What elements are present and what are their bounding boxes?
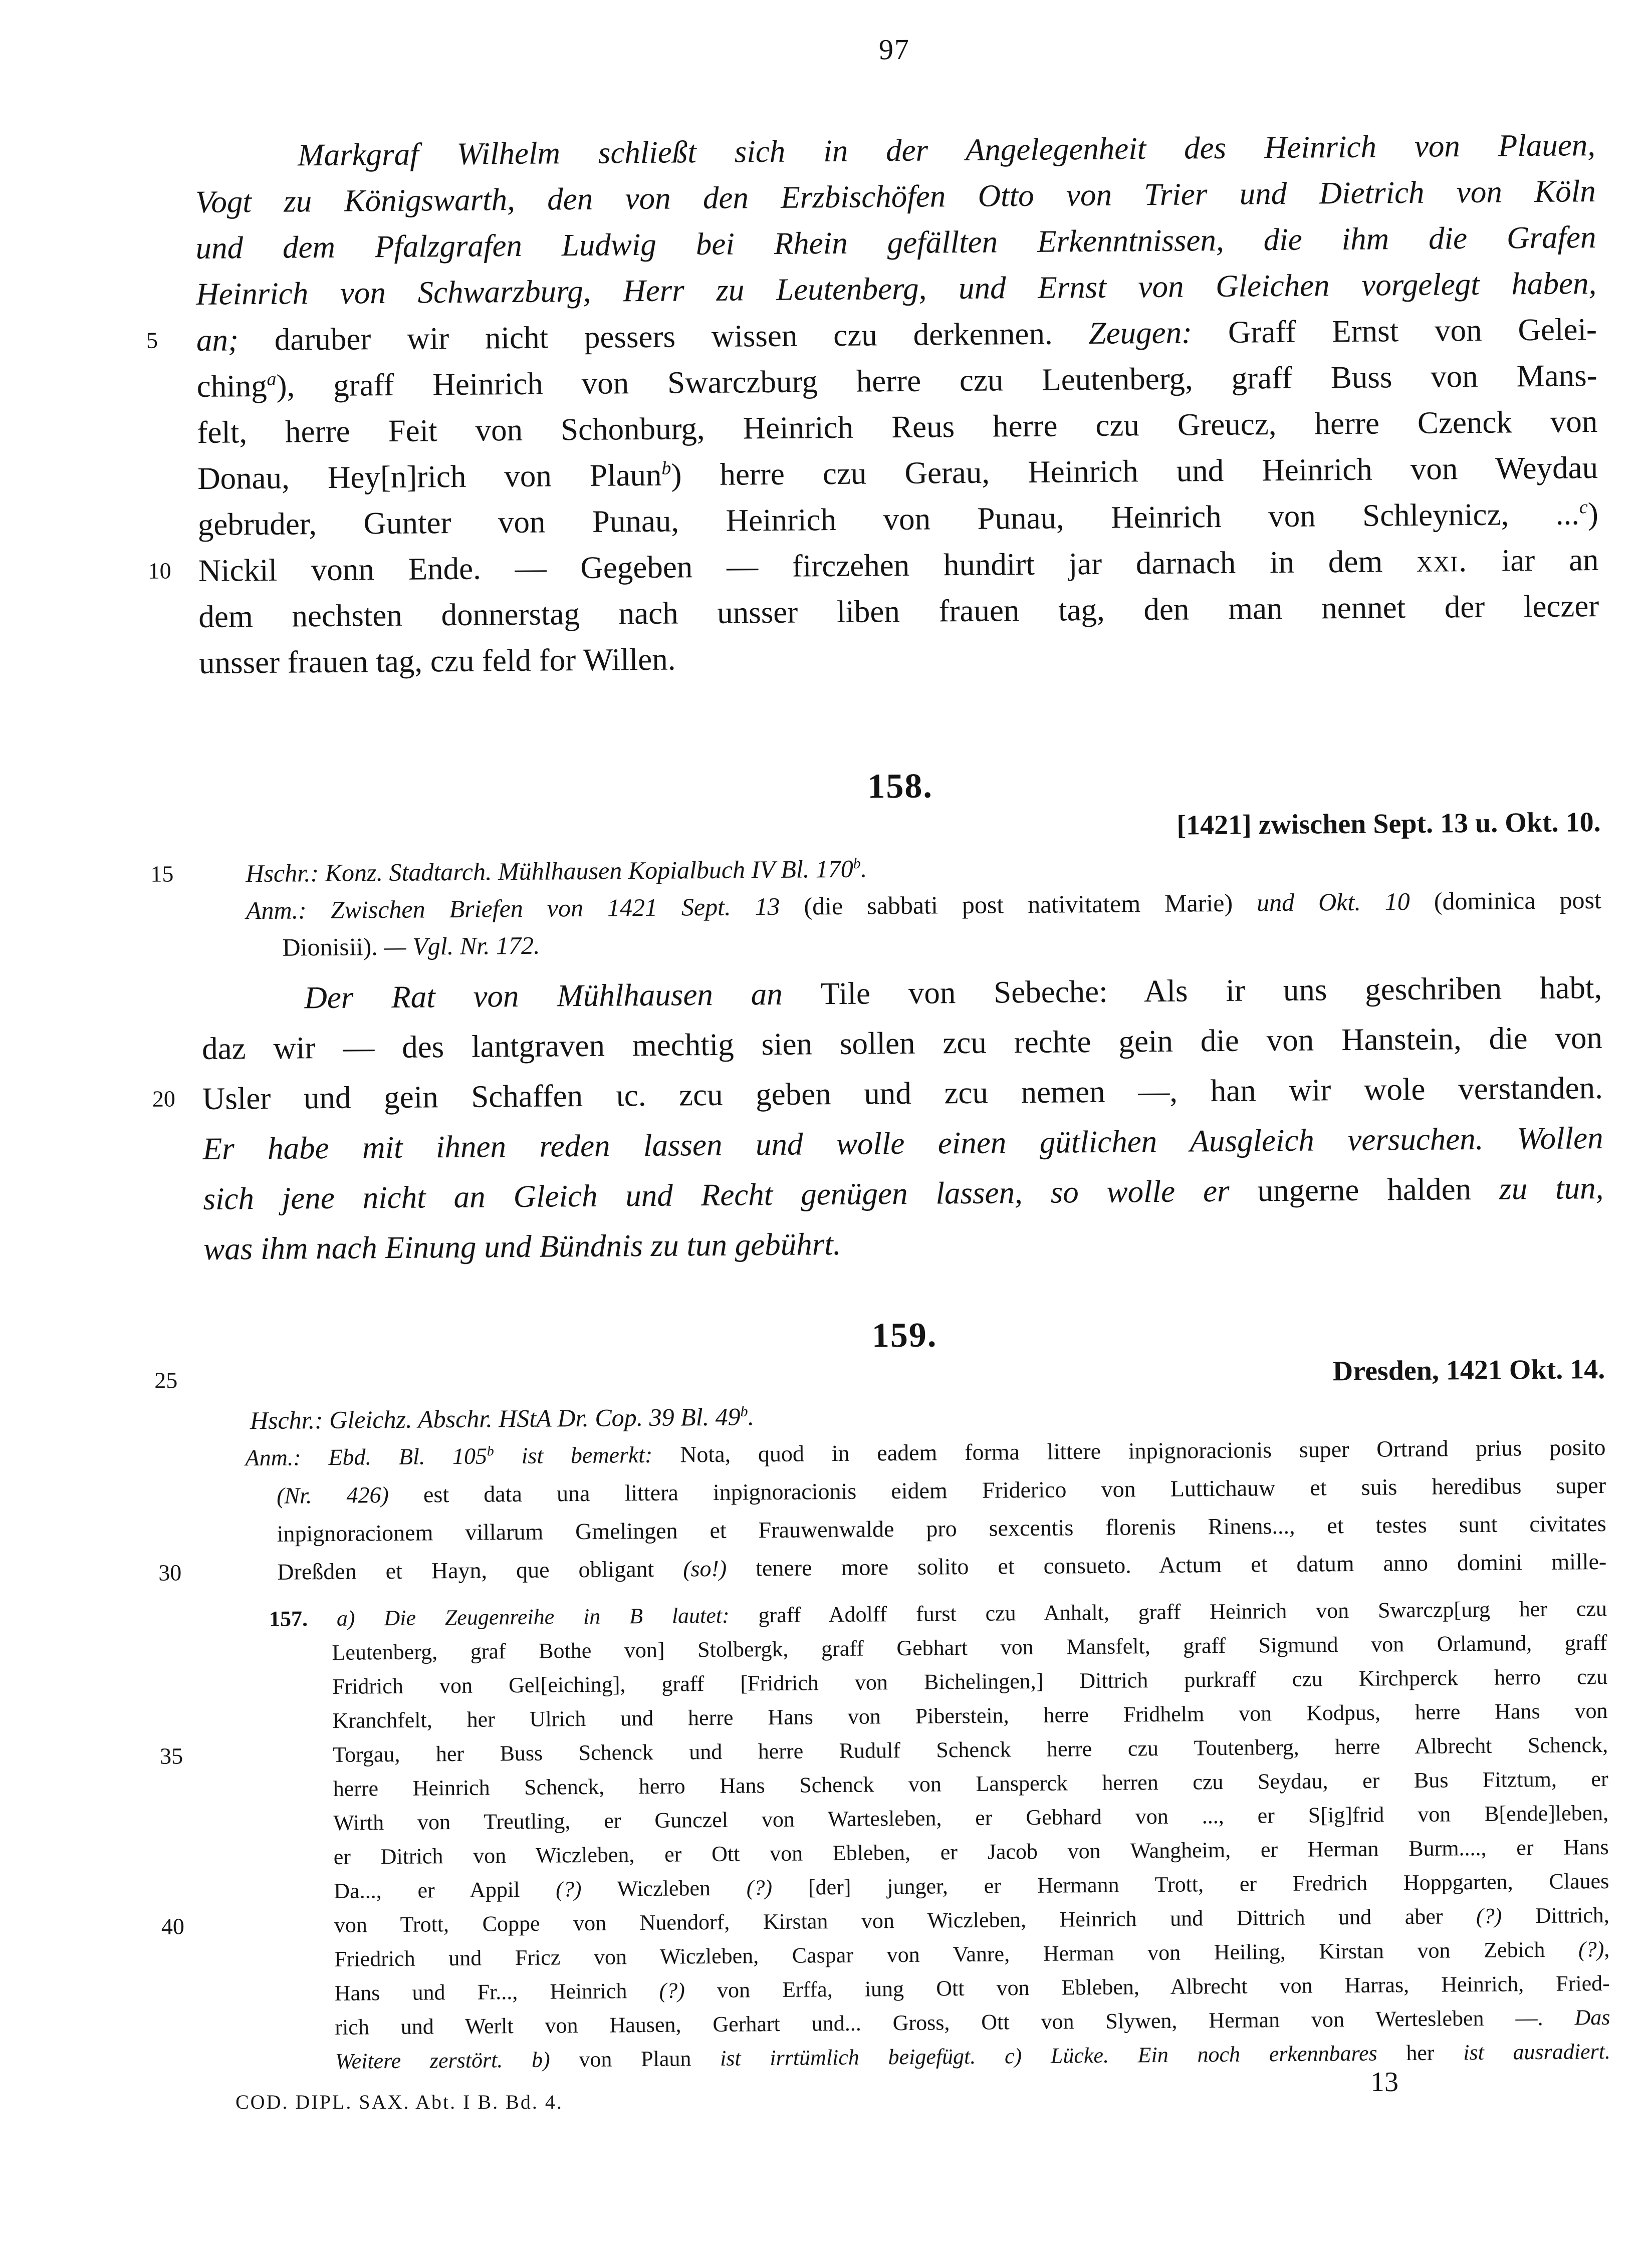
item159-note (158, 1428, 1607, 1591)
text-run: [der] junger, er Hermann Trott, er Fredrich Hoppgarten, Claues (772, 1868, 1609, 1900)
text-run: ungerne halden (1257, 1171, 1472, 1208)
text-run: Weitere zerstört. b) (335, 2047, 579, 2074)
text-run: b (487, 1443, 494, 1459)
text-line (203, 1213, 1604, 1274)
text-run: unsser frauen tag, czu feld for Willen. (198, 641, 676, 680)
text-run: Usler und gein Schaffen ɩc. zcu geben und zcu nemen —, han wir wole verstanden. (202, 1070, 1603, 1116)
item157-text (146, 306, 1600, 686)
text-run: ching (196, 368, 267, 404)
text-run: tenere more solito et consueto. Actum et datum anno domini mille- (726, 1548, 1607, 1581)
text-run: (?) (1476, 1903, 1502, 1929)
page-content (146, 27, 1611, 2080)
text-run: [1421] zwischen Sept. 13 u. Okt. 10. (1177, 807, 1601, 841)
text-run: ist ausradiert. (1434, 2039, 1611, 2065)
text-run: Dresden, 1421 Okt. 14. (1332, 1353, 1605, 1387)
text-run: (?) (1578, 1937, 1604, 1962)
text-run: a) Die Zeugenreihe in B lautet: (336, 1603, 730, 1631)
text-run: von Erffa, iung Ott von Ebleben, Albrecht von Harras, Heinrich, Fried- (684, 1970, 1610, 2003)
text-run: Friedrich und Fricz von Wiczleben, Caspar von Vanre, Herman von Heiling, Kirstan von Zebich (334, 1937, 1579, 1971)
text-run: er Ditrich von Wiczleben, er Ott von Ebleben, er Jacob von Wangheim, er Herman Burm...., er Hans (333, 1834, 1609, 1869)
text-run: Torgau, her Buss Schenck und herre Rudulf Schenck herre czu Toutenberg, herre Albrecht Schenck, (332, 1732, 1608, 1767)
text-run: c (1579, 496, 1588, 518)
text-run: Dreßden et Hayn, que obligant (277, 1556, 683, 1585)
text-run: . (748, 1402, 755, 1431)
text-run: Wirth von Treutling, er Gunczel von Wartesleben, er Gebhard von ..., er S[ig]frid von B[ende]leben, (333, 1800, 1609, 1835)
text-run: daz wir — des lantgraven mechtig sien sollen zcu rechte gein die von Hanstein, die von (201, 1020, 1603, 1066)
text-run: Hans und Fr..., Heinrich (334, 1978, 659, 2005)
text-run: b (853, 855, 861, 872)
text-run: inpignoracionem villarum Gmelingen et Frauwenwalde pro sexcentis florenis Rinens..., et testes sunt civitates (277, 1510, 1606, 1547)
text-run: Anm.: Zwischen Briefen von 1421 Sept. 13 (246, 892, 804, 925)
text-run: Leutenberg, graf Bothe von] Stolbergk, graff Gebhart von Mansfelt, graff Sigmund von Orlamund, graff (332, 1630, 1607, 1665)
text-run: Er habe mit ihnen reden lassen und wolle einen gütlichen Ausgleich versuchen. Wollen (202, 1120, 1603, 1166)
text-run: Tile von Sebeche: Als ir uns geschriben habt, (820, 970, 1602, 1012)
text-run: Anm.: Ebd. Bl. 105 (245, 1443, 488, 1471)
text-run: dem nechsten donnerstag nach unsser liben frauen tag, den man nennet der leczer (198, 588, 1599, 634)
item158-source (150, 844, 1602, 966)
text-run: felt, herre Feit von Schonburg, Heinrich Reus herre czu Greucz, herre Czenck von (197, 404, 1598, 450)
text-run: Kranchfelt, her Ulrich und herre Hans von Piberstein, herre Fridhelm von Kodpus, herre Hans von (332, 1698, 1608, 1733)
text-run: (so!) (683, 1555, 727, 1582)
item157-summary (195, 122, 1597, 317)
text-run: und Okt. 10 (1256, 887, 1435, 917)
text-run: daruber wir nicht pessers wissen czu derkennen. (238, 316, 1089, 358)
text-run: Dittrich, (1502, 1902, 1609, 1928)
text-run: Nota, quod in eadem forma littere inpignoracionis super Ortrand prius posito (679, 1434, 1606, 1467)
text-run: (?) (659, 1978, 685, 2003)
text-run: xxi. (1416, 543, 1468, 579)
margin-line-number: 15 (150, 861, 174, 887)
text-run: , (1604, 1936, 1610, 1962)
text-run: herre Heinrich Schenck, herro Hans Schenck von Lansperck herren czu Seydau, er Bus Fitztum, er (333, 1766, 1608, 1801)
text-run: Der Rat von Mühlhausen an (304, 976, 821, 1016)
text-run: Heinrich von Schwarzburg, Herr zu Leutenberg, und Ernst von Gleichen vorgelegt haben, (195, 266, 1597, 312)
text-run: a (267, 368, 277, 390)
page-number: 97 (878, 33, 910, 66)
text-run: zu tun, (1471, 1170, 1604, 1207)
text-run: Vogt zu Königswarth, den von den Erzbischöfen Otto von Trier und Dietrich von Köln (195, 173, 1596, 220)
text-run: Dionisii). (282, 932, 384, 961)
text-run: ist irrtümlich beigefügt. c) Lücke. Ein noch erkennbares (691, 2041, 1406, 2071)
text-run: Graff Ernst von Gelei- (1192, 312, 1597, 350)
text-run: (die sabbati post nativitatem Marie) (804, 888, 1257, 920)
text-run: an; (196, 322, 239, 358)
text-run: her (1406, 2040, 1435, 2066)
text-run: 158. (867, 767, 933, 806)
sheet-signature-number: 13 (1370, 2067, 1398, 2098)
text-run: gebruder, Gunter von Punau, Heinrich von Punau, Heinrich von Schleynicz, ... (197, 496, 1580, 542)
text-run: ) (1587, 496, 1599, 532)
text-run: rich und Werlt von Hausen, Gerhart und... Gross, Ott von Slywen, Herman von Wertesleben —. (335, 2005, 1575, 2040)
text-run: von Trott, Coppe von Nuendorf, Kirstan von Wiczleben, Heinrich und Dittrich und aber (334, 1904, 1477, 1937)
margin-line-number: 25 (154, 1367, 178, 1393)
margin-line-number: 40 (161, 1913, 185, 1939)
text-run: 157. (269, 1606, 308, 1631)
text-run: Fridrich von Gel[eiching], graff [Fridrich von Bichelingen,] Dittrich purkraff czu Kirchperck herro czu (332, 1664, 1608, 1699)
text-run: iar an (1467, 542, 1599, 579)
text-run: Hschr.: Gleichz. Abschr. HStA Dr. Cop. 39 Bl. 49 (250, 1402, 741, 1435)
margin-line-number: 10 (148, 558, 171, 584)
text-run: ), graff Heinrich von Swarczburg herre czu Leutenberg, graff Buss von Mans- (276, 358, 1597, 403)
text-run: Hschr.: Konz. Stadtarch. Mühlhausen Kopialbuch IV Bl. 170 (246, 854, 853, 888)
text-blocks (146, 122, 1611, 2080)
margin-line-number: 20 (152, 1086, 176, 1112)
text-run: Da..., er Appil (334, 1877, 556, 1903)
text-run: est data una littera inpignoracionis eidem Friderico von Luttichauw et suis heredibus super (388, 1472, 1606, 1508)
text-run: (?) (746, 1875, 773, 1900)
text-run (308, 1606, 337, 1631)
text-run: Markgraf Wilhelm schließt sich in der Angelegenheit des Heinrich von Plauen, (297, 127, 1596, 173)
text-run: Wiczleben (581, 1875, 747, 1902)
text-run: Donau, Hey[n]rich von Plaun (197, 457, 662, 496)
text-line (200, 760, 1601, 813)
text-run: Zeugen: (1088, 315, 1193, 351)
text-run: b (661, 457, 671, 479)
volume-footer: COD. DIPL. SAX. Abt. I B. Bd. 4. (236, 2091, 563, 2113)
text-run: sich jene nicht an Gleich und Recht genügen lassen, so wolle er (203, 1173, 1258, 1216)
text-run: was ihm nach Einung und Bündnis zu tun gebührt. (203, 1226, 841, 1267)
text-run: und dem Pfalzgrafen Ludwig bei Rhein gefällten Erkenntnissen, die ihm die Grafen (195, 219, 1596, 266)
text-run: . (860, 854, 867, 883)
text-run: von Plaun (579, 2046, 691, 2072)
margin-line-number: 5 (146, 327, 158, 353)
item158-text (152, 962, 1604, 1274)
text-run: b (740, 1403, 748, 1420)
text-run: ist bemerkt: (494, 1441, 680, 1469)
text-run: — Vgl. Nr. 172. (384, 931, 540, 961)
footnotes-157 (159, 1592, 1611, 2079)
margin-line-number: 35 (159, 1743, 183, 1769)
text-run: (?) (555, 1877, 582, 1902)
margin-line-number: 30 (158, 1560, 182, 1586)
text-run: ) herre czu Gerau, Heinrich und Heinrich von Weydau (671, 450, 1598, 492)
text-run: Das (1574, 2004, 1610, 2030)
text-run: Nickil vonn Ende. — Gegeben — firczehen hundirt jar darnach in dem (198, 543, 1417, 588)
text-run: (Nr. 426) (276, 1482, 389, 1508)
text-run: 159. (871, 1316, 937, 1355)
text-run: (dominica post (1434, 886, 1602, 915)
text-run: graff Adolff furst czu Anhalt, graff Heinrich von Swarczp[urg her czu (729, 1596, 1607, 1628)
item158-number (200, 760, 1601, 813)
